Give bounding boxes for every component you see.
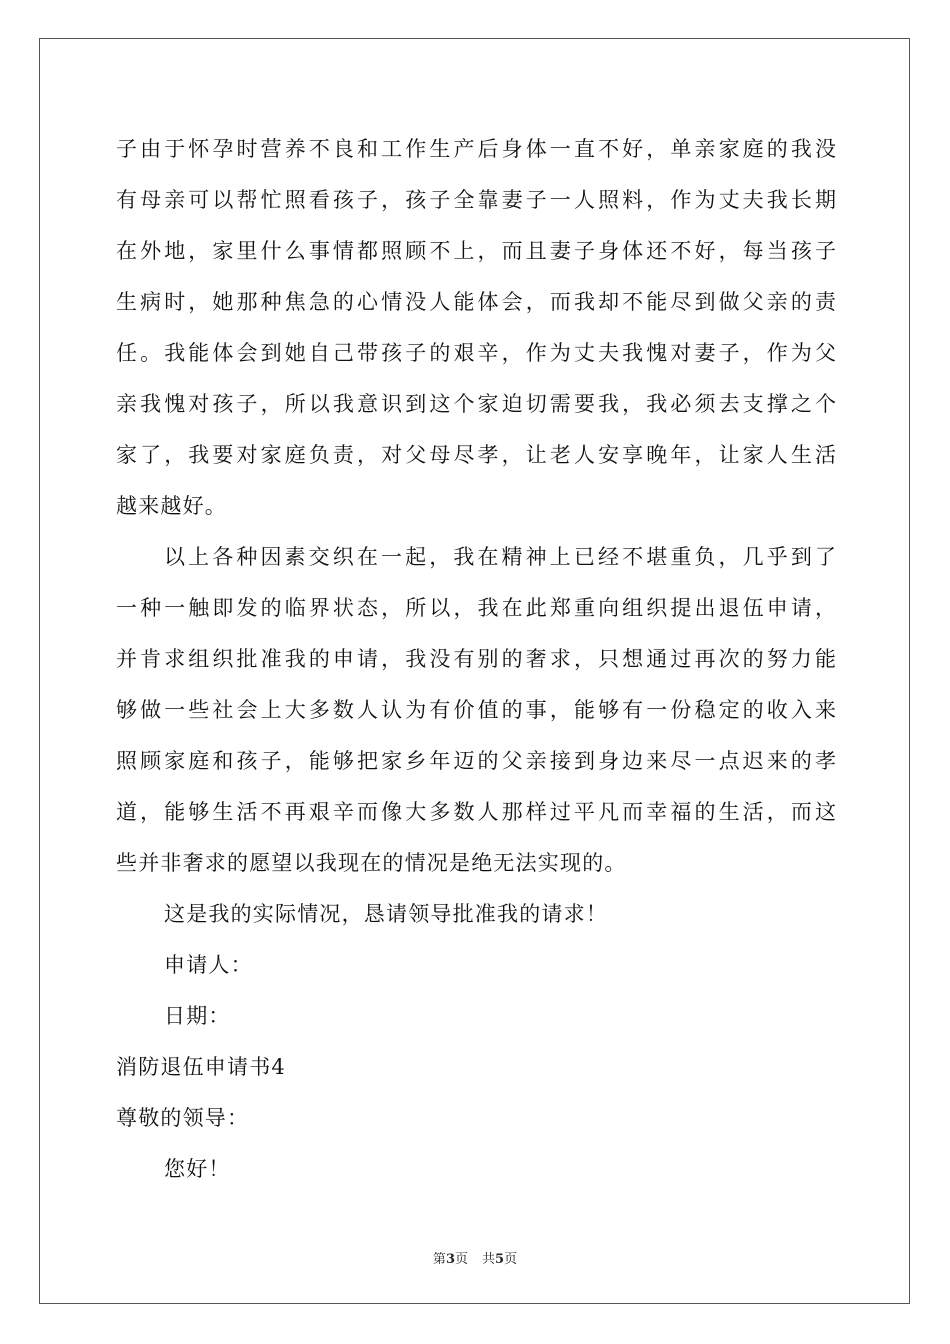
date-label: 日期： <box>164 1004 231 1028</box>
section-title: 消防退伍申请书4 <box>116 1055 286 1079</box>
paragraph-line: 照顾家庭和孩子，能够把家乡年迈的父亲接到身边来尽一点迟来的孝 <box>116 749 836 773</box>
paragraph-line: 并肯求组织批准我的申请，我没有别的奢求，只想通过再次的努力能 <box>116 647 836 671</box>
page-prefix: 第 <box>432 1252 446 1267</box>
paragraph-line: 道，能够生活不再艰辛而像大多数人那样过平凡而幸福的生活，而这 <box>116 800 836 824</box>
applicant-label: 申请人： <box>164 953 253 977</box>
total-prefix: 共 <box>482 1252 496 1267</box>
page-current: 3 <box>445 1252 455 1267</box>
page-total: 5 <box>495 1252 505 1267</box>
paragraph-line: 以上各种因素交织在一起，我在精神上已经不堪重负，几乎到了 <box>164 545 836 569</box>
paragraph-line: 子由于怀孕时营养不良和工作生产后身体一直不好，单亲家庭的我没 <box>116 137 836 161</box>
paragraph-line: 生病时，她那种焦急的心情没人能体会，而我却不能尽到做父亲的责 <box>116 290 836 314</box>
document-body <box>116 124 836 1195</box>
paragraph-line: 在外地，家里什么事情都照顾不上，而且妻子身体还不好，每当孩子 <box>116 239 836 263</box>
greeting: 您好！ <box>164 1157 231 1181</box>
paragraph-line: 越来越好。 <box>116 494 227 518</box>
request-line: 这是我的实际情况，恳请领导批准我的请求！ <box>164 902 608 926</box>
page-footer <box>0 1248 950 1267</box>
total-suffix: 页 <box>504 1252 518 1267</box>
salutation: 尊敬的领导： <box>116 1106 250 1130</box>
paragraph-line: 亲我愧对孩子，所以我意识到这个家迫切需要我，我必须去支撑之个 <box>116 392 836 416</box>
paragraph-line: 有母亲可以帮忙照看孩子，孩子全靠妻子一人照料，作为丈夫我长期 <box>116 188 836 212</box>
paragraph-line: 一种一触即发的临界状态，所以，我在此郑重向组织提出退伍申请， <box>116 596 836 620</box>
paragraph-line: 家了，我要对家庭负责，对父母尽孝，让老人安享晚年，让家人生活 <box>116 443 836 467</box>
paragraph-line: 够做一些社会上大多数人认为有价值的事，能够有一份稳定的收入来 <box>116 698 836 722</box>
paragraph-line: 任。我能体会到她自己带孩子的艰辛，作为丈夫我愧对妻子，作为父 <box>116 341 836 365</box>
paragraph-line: 些并非奢求的愿望以我现在的情况是绝无法实现的。 <box>116 851 627 875</box>
page-suffix: 页 <box>454 1252 468 1267</box>
